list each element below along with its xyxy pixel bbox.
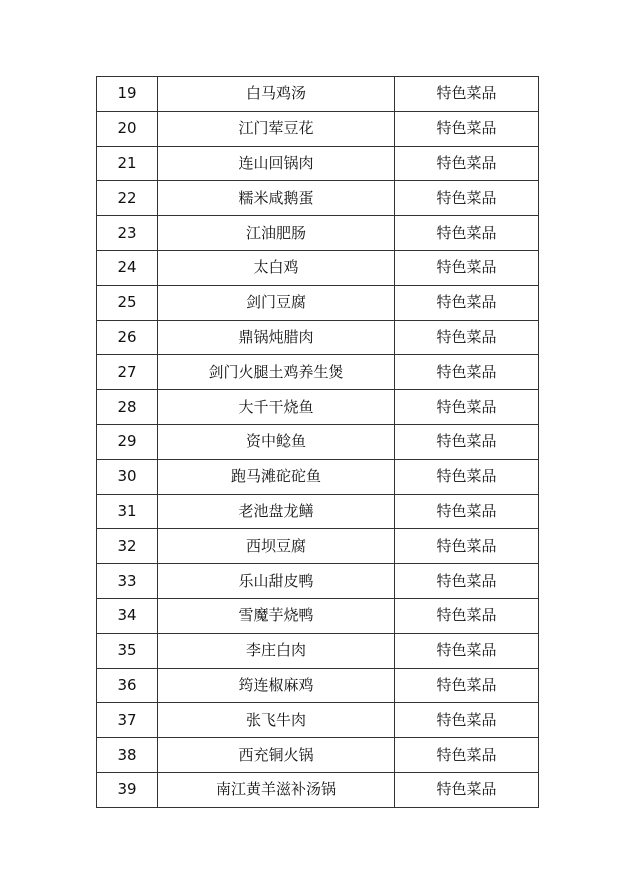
table-row [97,285,539,320]
row-number-cell: 33 [97,564,158,599]
category-cell: 特色菜品 [395,772,539,807]
table-row [97,459,539,494]
table-row [97,564,539,599]
category-cell: 特色菜品 [395,320,539,355]
dish-name-cell: 筠连椒麻鸡 [158,668,395,703]
category-cell: 特色菜品 [395,598,539,633]
dish-name-cell: 连山回锅肉 [158,146,395,181]
row-number-cell: 35 [97,633,158,668]
dish-table [96,76,539,808]
table-row [97,390,539,425]
table-row [97,77,539,112]
category-cell: 特色菜品 [395,181,539,216]
row-number-cell: 19 [97,77,158,112]
table-row [97,111,539,146]
dish-name-cell: 大千干烧鱼 [158,390,395,425]
row-number-cell: 26 [97,320,158,355]
row-number-cell: 23 [97,216,158,251]
dish-name-cell: 南江黄羊滋补汤锅 [158,772,395,807]
table-row [97,181,539,216]
category-cell: 特色菜品 [395,564,539,599]
category-cell: 特色菜品 [395,146,539,181]
row-number-cell: 29 [97,424,158,459]
dish-table-body [97,77,539,808]
dish-name-cell: 资中鲶鱼 [158,424,395,459]
dish-name-cell: 西充铜火锅 [158,738,395,773]
category-cell: 特色菜品 [395,216,539,251]
row-number-cell: 25 [97,285,158,320]
table-row [97,146,539,181]
dish-name-cell: 糯米咸鹅蛋 [158,181,395,216]
dish-name-cell: 李庄白肉 [158,633,395,668]
dish-name-cell: 江门荤豆花 [158,111,395,146]
row-number-cell: 30 [97,459,158,494]
row-number-cell: 24 [97,250,158,285]
dish-name-cell: 张飞牛肉 [158,703,395,738]
dish-name-cell: 剑门火腿土鸡养生煲 [158,355,395,390]
table-row [97,703,539,738]
table-row [97,250,539,285]
table-row [97,216,539,251]
category-cell: 特色菜品 [395,285,539,320]
table-row [97,598,539,633]
category-cell: 特色菜品 [395,703,539,738]
table-row [97,633,539,668]
dish-name-cell: 西坝豆腐 [158,529,395,564]
dish-name-cell: 白马鸡汤 [158,77,395,112]
category-cell: 特色菜品 [395,111,539,146]
row-number-cell: 22 [97,181,158,216]
category-cell: 特色菜品 [395,77,539,112]
dish-name-cell: 跑马滩砣砣鱼 [158,459,395,494]
dish-name-cell: 江油肥肠 [158,216,395,251]
table-row [97,668,539,703]
table-row [97,494,539,529]
row-number-cell: 32 [97,529,158,564]
category-cell: 特色菜品 [395,424,539,459]
category-cell: 特色菜品 [395,633,539,668]
table-row [97,529,539,564]
category-cell: 特色菜品 [395,459,539,494]
row-number-cell: 34 [97,598,158,633]
category-cell: 特色菜品 [395,529,539,564]
row-number-cell: 37 [97,703,158,738]
category-cell: 特色菜品 [395,250,539,285]
table-row [97,772,539,807]
row-number-cell: 31 [97,494,158,529]
table-row [97,355,539,390]
category-cell: 特色菜品 [395,738,539,773]
dish-name-cell: 雪魔芋烧鸭 [158,598,395,633]
category-cell: 特色菜品 [395,494,539,529]
row-number-cell: 36 [97,668,158,703]
row-number-cell: 39 [97,772,158,807]
category-cell: 特色菜品 [395,668,539,703]
dish-name-cell: 乐山甜皮鸭 [158,564,395,599]
row-number-cell: 27 [97,355,158,390]
category-cell: 特色菜品 [395,390,539,425]
row-number-cell: 28 [97,390,158,425]
dish-name-cell: 老池盘龙鳝 [158,494,395,529]
category-cell: 特色菜品 [395,355,539,390]
row-number-cell: 21 [97,146,158,181]
table-row [97,424,539,459]
dish-name-cell: 太白鸡 [158,250,395,285]
dish-name-cell: 鼎锅炖腊肉 [158,320,395,355]
table-row [97,738,539,773]
table-row [97,320,539,355]
dish-name-cell: 剑门豆腐 [158,285,395,320]
row-number-cell: 38 [97,738,158,773]
row-number-cell: 20 [97,111,158,146]
